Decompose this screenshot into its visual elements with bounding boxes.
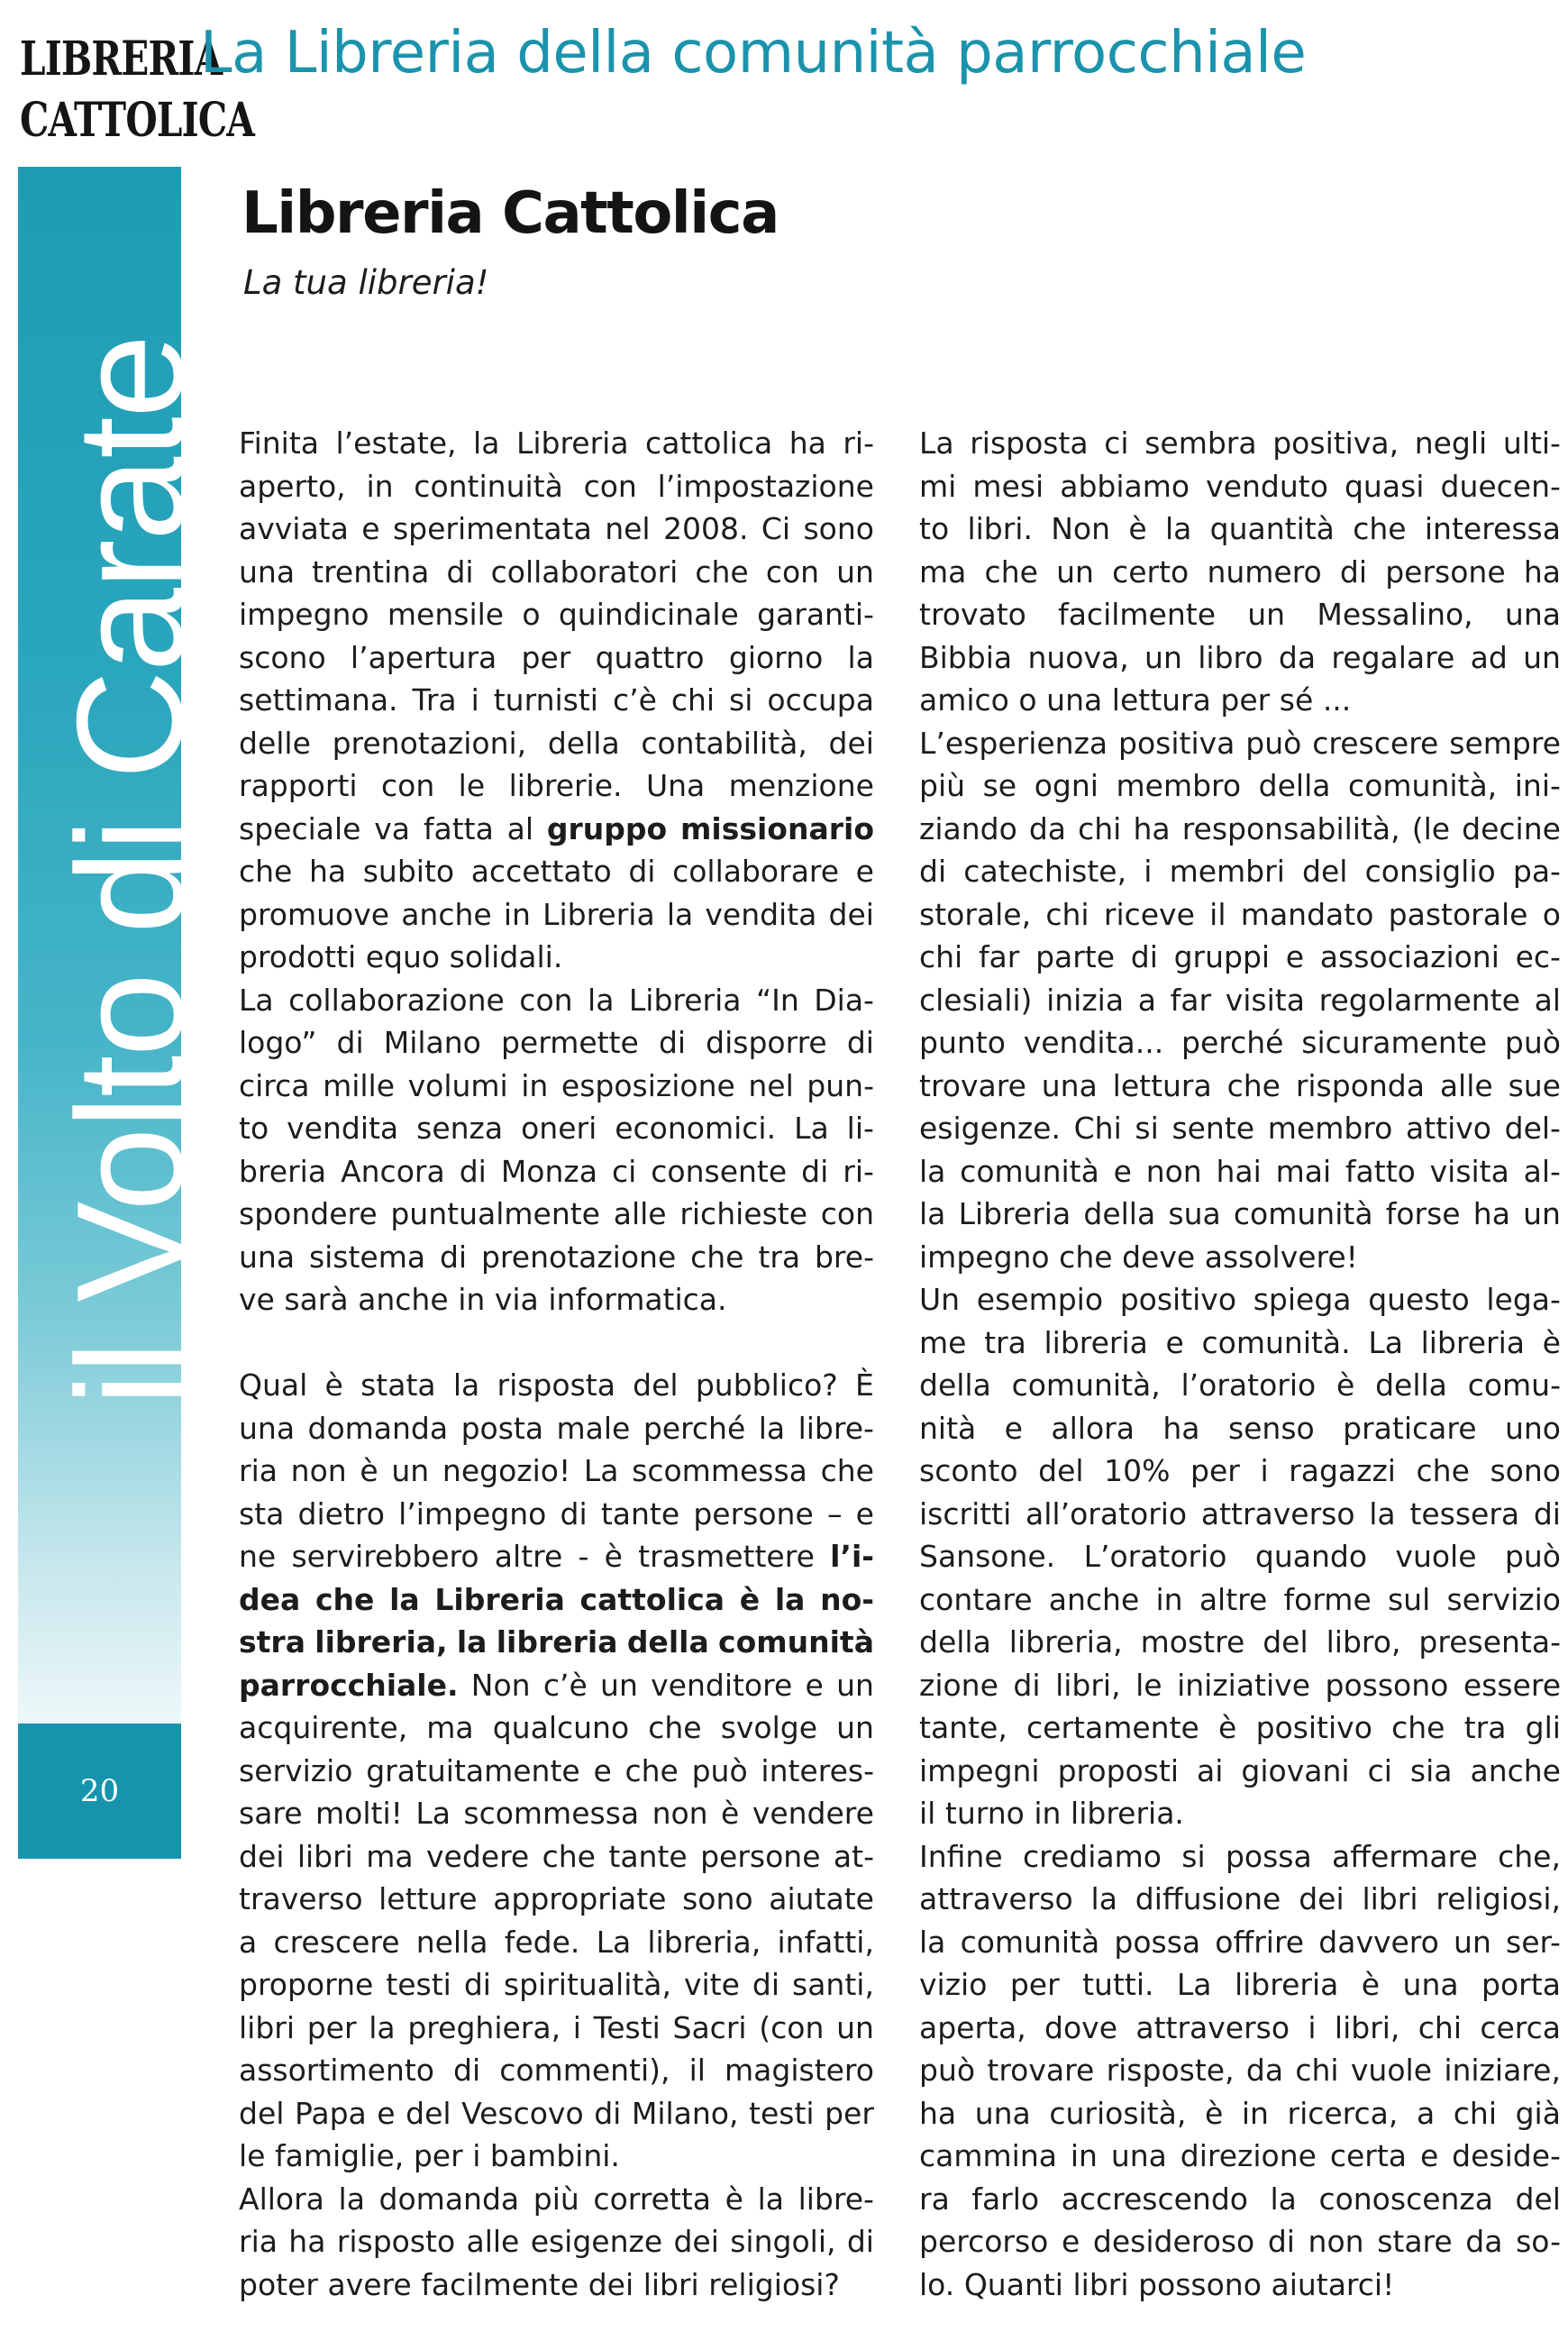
page-number: 20 <box>18 1724 181 1859</box>
text-line: una domanda posta male perché la libre- <box>239 1410 874 1446</box>
text-line: sare molti! La scommessa non è vendere <box>239 1796 874 1831</box>
text-line: spondere puntualmente alle richieste con <box>239 1196 874 1231</box>
text-line: acquirente, ma qualcuno che svolge un <box>239 1710 874 1745</box>
text-line: promuove anche in Libreria la vendita dei <box>239 896 874 932</box>
text-line: avviata e sperimentata nel 2008. Ci sono <box>239 511 874 546</box>
text-line: la Libreria della sua comunità forse ha un <box>919 1196 1561 1231</box>
text-line: L’esperienza positiva può crescere sempre <box>919 725 1561 761</box>
text-line: Finita l’estate, la Libreria cattolica ha ri- <box>239 425 874 461</box>
text-line: servizio gratuitamente e che può interes- <box>239 1752 874 1788</box>
text-line: una sistema di prenotazione che tra bre- <box>239 1239 874 1275</box>
text-line: poter avere facilmente dei libri religiosi? <box>239 2266 840 2302</box>
text-line: mi mesi abbiamo venduto quasi duecen- <box>919 468 1561 504</box>
text-line: assortimento di commenti), il magistero <box>239 2053 874 2088</box>
text-line: traverso letture appropriate sono aiutate <box>239 1881 874 1916</box>
text-line: ria non è un negozio! La scommessa che <box>239 1453 874 1488</box>
paragraph-gap <box>239 1321 874 1365</box>
text-line: to vendita senza oneri economici. La li- <box>239 1111 874 1146</box>
logo-line-2: CATTOLICA <box>20 92 255 148</box>
text-line: della comunità, l’oratorio è della comu- <box>919 1367 1561 1403</box>
text-line: Qual è stata la risposta del pubblico? È <box>239 1367 874 1403</box>
text-line: ria ha risposto alle esigenze dei singoli, di <box>239 2224 874 2259</box>
masthead-logo <box>20 29 255 151</box>
text-line: Bibbia nuova, un libro da regalare ad un <box>919 639 1561 675</box>
text-line: del Papa e del Vescovo di Milano, testi per <box>239 2095 874 2131</box>
text-line: delle prenotazioni, della contabilità, dei <box>239 725 874 761</box>
sidebar-vertical-title: il Volto di Carate <box>45 335 214 1406</box>
text-line: impegni proposti ai giovani ci sia anche <box>919 1752 1561 1788</box>
text-line: cammina in una direzione certa e deside- <box>919 2138 1561 2173</box>
text-line: speciale va fatta al gruppo missionario <box>239 810 874 846</box>
article-column-left <box>239 422 874 2306</box>
text-line: percorso e desideroso di non stare da so- <box>919 2224 1561 2259</box>
text-line: circa mille volumi in esposizione nel pun- <box>239 1067 874 1103</box>
text-line: punto vendita... perché sicuramente può <box>919 1025 1561 1060</box>
text-line: me tra libreria e comunità. La libreria è <box>919 1324 1561 1360</box>
text-line: dea che la Libreria cattolica è la no- <box>239 1581 874 1617</box>
text-line: la comunità possa offrire davvero un ser- <box>919 1924 1561 1960</box>
text-line: una trentina di collaboratori che con un <box>239 553 874 590</box>
text-line: la comunità e non hai mai fatto visita al- <box>919 1153 1561 1189</box>
text-line: lo. Quanti libri possono aiutarci! <box>919 2266 1395 2302</box>
logo-line-1: LIBRERIA <box>20 32 223 87</box>
text-line: sta dietro l’impegno di tante persone – e <box>239 1495 874 1532</box>
text-line: settimana. Tra i turnisti c’è chi si occupa <box>239 682 874 718</box>
text-line: La risposta ci sembra positiva, negli ulti- <box>919 425 1561 461</box>
text-line: stra libreria, la libreria della comunità <box>239 1624 874 1660</box>
text-line: iscritti all’oratorio attraverso la tessera di <box>919 1495 1561 1532</box>
text-line: contare anche in altre forme sul servizio <box>919 1581 1561 1617</box>
article-subtitle: La tua libreria! <box>243 263 489 302</box>
article-column-right <box>919 422 1561 2306</box>
text-line: Allora la domanda più corretta è la libre- <box>239 2181 874 2217</box>
text-line: La collaborazione con la Libreria “In Dia- <box>239 982 874 1018</box>
text-line: può trovare risposte, da chi vuole iniziare, <box>919 2053 1561 2088</box>
text-line: breria Ancora di Monza ci consente di ri- <box>239 1153 874 1189</box>
text-line: tante, certamente è positivo che tra gli <box>919 1710 1561 1745</box>
text-line: to libri. Non è la quantità che interessa <box>919 511 1561 546</box>
text-line: storale, chi riceve il mandato pastorale o <box>919 896 1561 932</box>
text-line: nità e allora ha senso praticare uno <box>919 1410 1561 1446</box>
text-line: attraverso la diffusione dei libri religiosi, <box>919 1881 1561 1916</box>
text-line: della libreria, mostre del libro, presenta- <box>919 1624 1561 1660</box>
text-line: il turno in libreria. <box>919 1796 1184 1831</box>
text-line: ve sarà anche in via informatica. <box>239 1282 727 1317</box>
text-line: aperta, dove attraverso i libri, chi cerca <box>919 2009 1561 2045</box>
text-line: logo” di Milano permette di disporre di <box>239 1025 874 1060</box>
text-line: Un esempio positivo spiega questo lega- <box>919 1282 1561 1317</box>
text-line: clesiali) inizia a far visita regolarmente al <box>919 982 1561 1018</box>
text-line: di catechiste, i membri del consiglio pa- <box>919 854 1561 889</box>
text-line: proporne testi di spiritualità, vite di santi, <box>239 1967 874 2002</box>
text-line: vizio per tutti. La libreria è una porta <box>919 1967 1561 2002</box>
text-line: ra farlo accrescendo la conoscenza del <box>919 2181 1561 2217</box>
text-line: ziando da chi ha responsabilità, (le decine <box>919 810 1561 846</box>
text-line: Infine crediamo si possa affermare che, <box>919 1838 1561 1874</box>
text-line: dei libri ma vedere che tante persone at- <box>239 1838 874 1874</box>
text-line: che ha subito accettato di collaborare e <box>239 854 874 889</box>
text-line: libri per la preghiera, i Testi Sacri (con un <box>239 2009 874 2045</box>
text-line: rapporti con le librerie. Una menzione <box>239 768 874 803</box>
text-line: impegno mensile o quindicinale garanti- <box>239 597 874 632</box>
text-line: parrocchiale. Non c’è un venditore e un <box>239 1667 874 1703</box>
text-line: ne servirebbero altre - è trasmettere l’i- <box>239 1539 874 1574</box>
text-line: chi far parte di gruppi e associazioni ec- <box>919 939 1561 974</box>
text-line: ha una curiosità, è in ricerca, a chi già <box>919 2095 1561 2131</box>
text-line: Sansone. L’oratorio quando vuole può <box>919 1539 1561 1574</box>
text-line: zione di libri, le iniziative possono essere <box>919 1667 1561 1703</box>
header-title: La Libreria della comunità parrocchiale <box>200 20 1307 87</box>
text-line: scono l’apertura per quattro giorno la <box>239 639 874 675</box>
text-line: esigenze. Chi si sente membro attivo del- <box>919 1111 1561 1146</box>
text-line: amico o una lettura per sé ... <box>919 682 1352 718</box>
text-line: aperto, in continuità con l’impostazione <box>239 468 874 504</box>
text-line: trovare una lettura che risponda alle sue <box>919 1067 1561 1103</box>
text-line: sconto del 10% per i ragazzi che sono <box>919 1453 1561 1488</box>
text-line: a crescere nella fede. La libreria, infatti, <box>239 1924 874 1960</box>
article-title: Libreria Cattolica <box>242 180 779 247</box>
text-line: ma che un certo numero di persone ha <box>919 553 1561 590</box>
text-line: le famiglie, per i bambini. <box>239 2138 620 2173</box>
text-line: impegno che deve assolvere! <box>919 1239 1358 1275</box>
text-line: prodotti equo solidali. <box>239 939 563 974</box>
text-line: trovato facilmente un Messalino, una <box>919 597 1561 632</box>
text-line: più se ogni membro della comunità, ini- <box>919 768 1561 803</box>
